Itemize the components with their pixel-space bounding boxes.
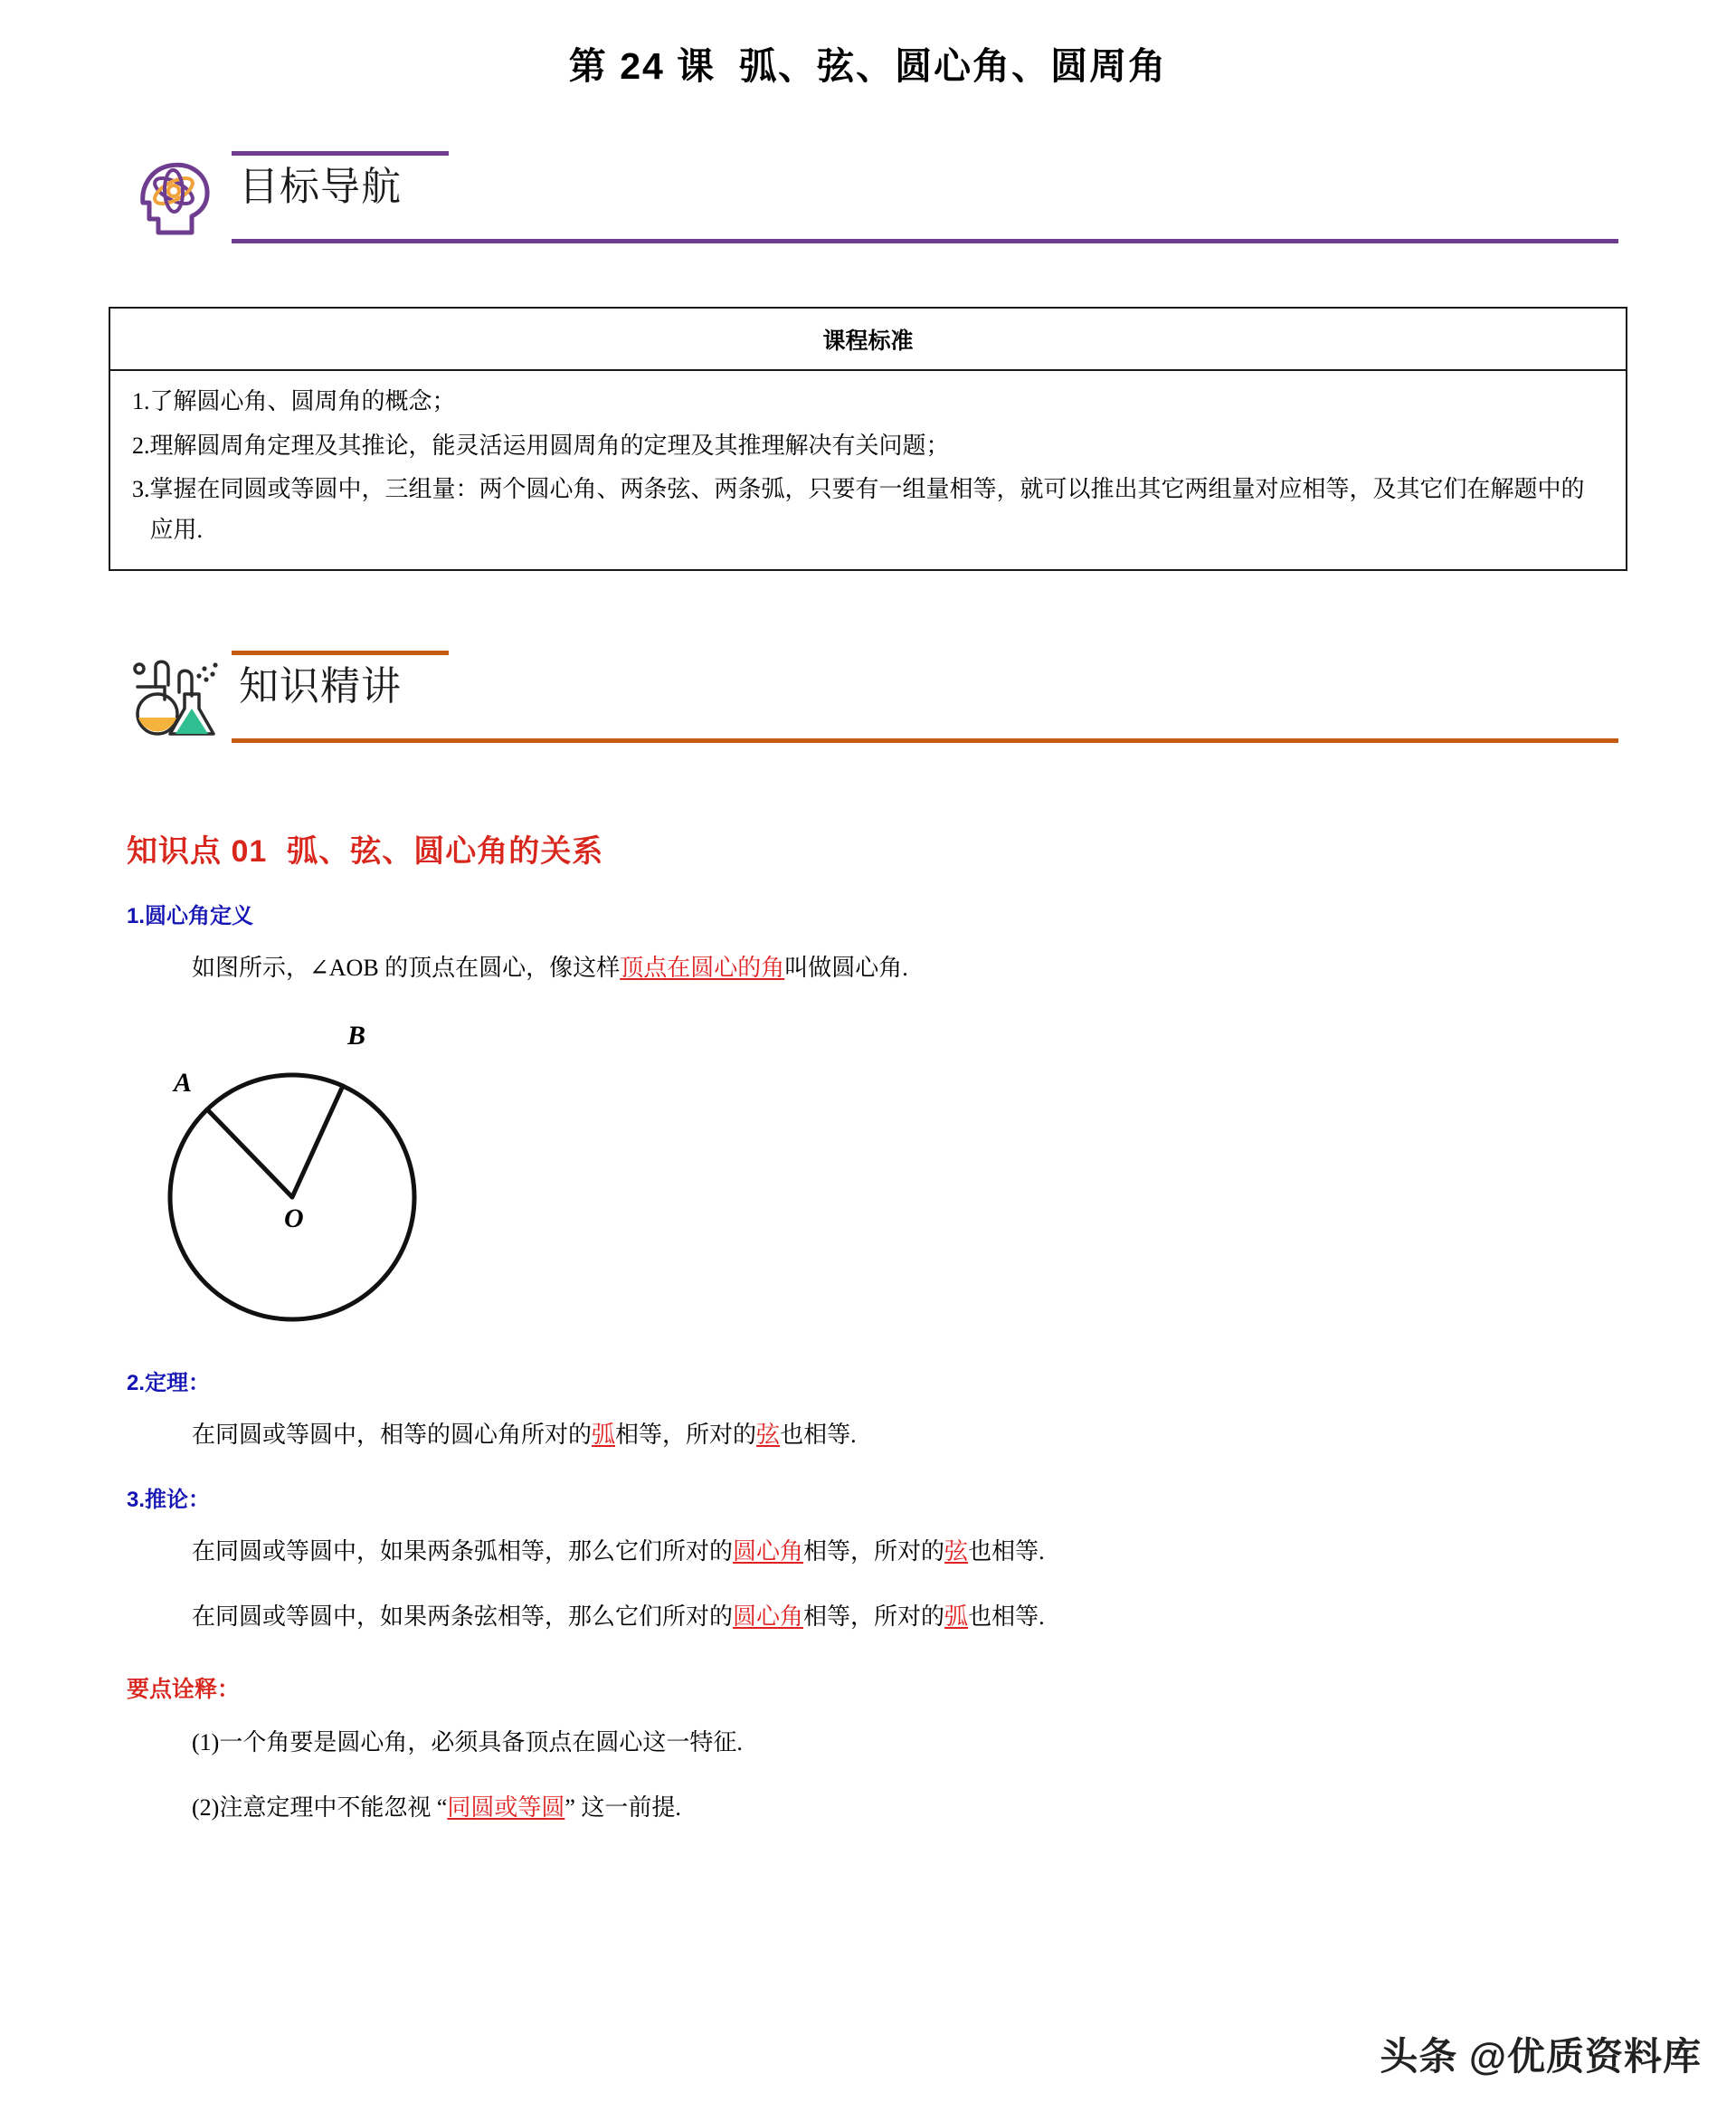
corollary-paragraph-2 bbox=[192, 1598, 1736, 1636]
theorem-text-3: 也相等. bbox=[780, 1422, 857, 1449]
list-item-text: 掌握在同圆或等圆中，三组量：两个圆心角、两条弦、两条弧，只要有一组量相等，就可以推出其它两组量对应相等，及其它们在解题中的应用. bbox=[149, 476, 1585, 544]
key-points-heading: 要点诠释： bbox=[127, 1677, 241, 1703]
key-point2-highlight: 同圆或等圆 bbox=[447, 1793, 565, 1821]
flask-icon bbox=[128, 645, 226, 743]
section-banner-knowledge bbox=[128, 636, 1736, 743]
key-point2-text-post: ” 这一前提. bbox=[564, 1793, 681, 1821]
banner-rule-top bbox=[232, 651, 449, 655]
knowledge-point-title: 弧、弦、圆心角的关系 bbox=[287, 833, 604, 869]
list-item-text: 了解圆心角、圆周角的概念； bbox=[149, 388, 456, 414]
list-item-number: 3. bbox=[132, 476, 150, 503]
standards-table bbox=[109, 307, 1627, 571]
page-title-prefix: 第 24 课 bbox=[568, 45, 716, 87]
section-label-goal-nav: 目标导航 bbox=[239, 165, 402, 209]
corollary1-text-mid: 相等，所对的 bbox=[803, 1538, 945, 1565]
corollary1-text-post: 也相等. bbox=[968, 1538, 1045, 1565]
table-row bbox=[132, 380, 1604, 424]
corollary1-text-pre: 在同圆或等圆中，如果两条弧相等，那么它们所对的 bbox=[192, 1538, 734, 1565]
list-item-number: 1. bbox=[132, 388, 150, 414]
table-row bbox=[132, 468, 1604, 552]
knowledge-point-heading bbox=[127, 826, 1736, 870]
definition-paragraph bbox=[192, 949, 1736, 987]
figure-label-b: B bbox=[347, 1021, 366, 1051]
brain-atom-icon bbox=[128, 146, 226, 243]
figure-label-o: O bbox=[284, 1203, 304, 1234]
subsection-heading-definition: 1.圆心角定义 bbox=[127, 903, 254, 928]
banner-rule-bottom bbox=[232, 738, 1618, 743]
corollary2-highlight-central-angle: 圆心角 bbox=[733, 1603, 804, 1630]
corollary2-highlight-arc: 弧 bbox=[944, 1603, 969, 1630]
definition-text-post: 叫做圆心角. bbox=[784, 954, 908, 981]
key-point2-text-pre: (2)注意定理中不能忽视 “ bbox=[192, 1793, 448, 1821]
key-point-item-2 bbox=[192, 1789, 1736, 1827]
goal-nav-banner-body bbox=[232, 146, 1618, 243]
definition-text-pre: 如图所示，∠AOB 的顶点在圆心，像这样 bbox=[192, 954, 621, 981]
subsection-heading-theorem: 2.定理： bbox=[127, 1371, 211, 1396]
corollary1-highlight-central-angle: 圆心角 bbox=[733, 1538, 804, 1565]
theorem-text-2: 相等，所对的 bbox=[615, 1422, 757, 1449]
key-point-item-1: (1)一个角要是圆心角，必须具备顶点在圆心这一特征. bbox=[192, 1729, 743, 1756]
page-title-main: 弧、弦、圆心角、圆周角 bbox=[739, 45, 1168, 87]
knowledge-point-label: 知识点 01 bbox=[127, 833, 268, 869]
theorem-highlight-arc: 弧 bbox=[592, 1422, 616, 1449]
corollary-paragraph-1 bbox=[192, 1533, 1736, 1571]
corollary1-highlight-chord: 弦 bbox=[944, 1538, 969, 1565]
section-banner-goal-nav bbox=[128, 137, 1736, 243]
banner-rule-bottom bbox=[232, 239, 1618, 243]
circle-figure bbox=[152, 1003, 514, 1346]
standards-table-body bbox=[110, 371, 1626, 569]
corollary2-text-mid: 相等，所对的 bbox=[803, 1603, 945, 1630]
theorem-paragraph bbox=[192, 1416, 1736, 1454]
knowledge-banner-body bbox=[232, 645, 1618, 743]
definition-highlight: 顶点在圆心的角 bbox=[620, 954, 785, 981]
theorem-highlight-chord: 弦 bbox=[756, 1422, 781, 1449]
corollary2-text-post: 也相等. bbox=[968, 1603, 1045, 1630]
corollary2-text-pre: 在同圆或等圆中，如果两条弦相等，那么它们所对的 bbox=[192, 1603, 734, 1630]
banner-rule-top bbox=[232, 151, 449, 156]
list-item-text: 理解圆周角定理及其推论，能灵活运用圆周角的定理及其推理解决有关问题； bbox=[149, 432, 950, 459]
figure-label-a: A bbox=[174, 1068, 193, 1099]
list-item-number: 2. bbox=[132, 432, 150, 459]
page-title bbox=[0, 0, 1736, 90]
standards-table-header: 课程标准 bbox=[110, 309, 1626, 371]
table-row bbox=[132, 424, 1604, 469]
watermark: 头条 @优质资料库 bbox=[1380, 2035, 1702, 2078]
subsection-heading-corollary: 3.推论： bbox=[127, 1488, 211, 1513]
section-label-knowledge: 知识精讲 bbox=[239, 663, 402, 709]
theorem-text-1: 在同圆或等圆中，相等的圆心角所对的 bbox=[192, 1422, 593, 1449]
